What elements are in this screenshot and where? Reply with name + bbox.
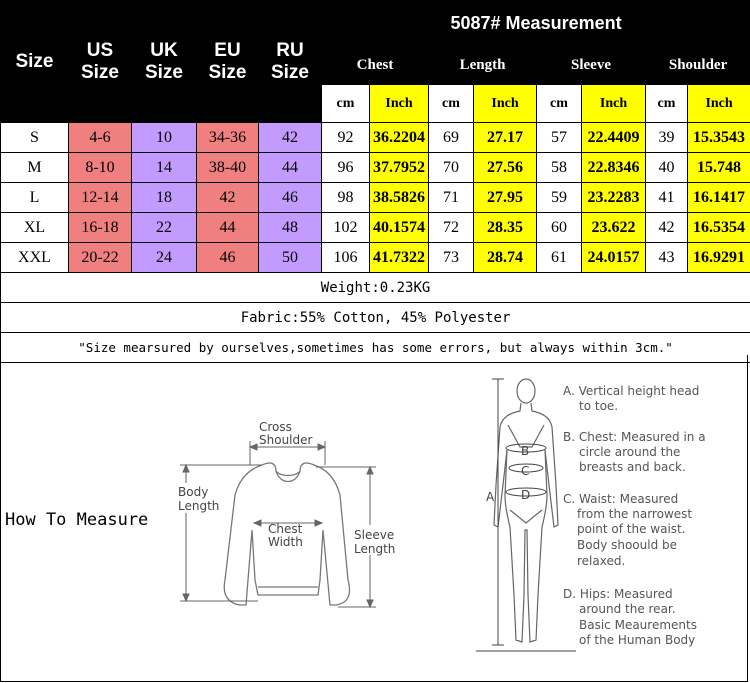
header-uk: UK Size — [132, 1, 197, 123]
body-notes — [563, 384, 706, 647]
table-row — [1, 153, 750, 183]
unit-cm: cm — [646, 85, 688, 123]
cell-uk: 18 — [132, 183, 197, 213]
cell-eu: 44 — [197, 213, 259, 243]
cell-sleeve-cm: 60 — [537, 213, 582, 243]
measurement-note: "Size mearsured by ourselves,sometimes has some errors, but always within 3cm." — [1, 333, 750, 363]
sleeve-length-label-2: Length — [354, 542, 396, 556]
cell-size: XXL — [1, 243, 69, 273]
table-row — [1, 213, 750, 243]
cell-chest-cm: 102 — [322, 213, 370, 243]
cell-chest-in: 37.7952 — [370, 153, 429, 183]
cell-sleeve-in: 22.4409 — [582, 123, 646, 153]
svg-text:point of the waist.: point of the waist. — [577, 522, 686, 536]
cell-ru: 48 — [259, 213, 322, 243]
cell-length-in: 28.35 — [474, 213, 537, 243]
svg-text:Body shoould be: Body shoould be — [577, 538, 678, 552]
cell-sleeve-cm: 58 — [537, 153, 582, 183]
cell-uk: 14 — [132, 153, 197, 183]
body-measure-lines — [476, 379, 576, 651]
cell-length-cm: 70 — [429, 153, 474, 183]
cell-eu: 38-40 — [197, 153, 259, 183]
body-length-label-1: Body — [178, 485, 209, 499]
body-figure — [494, 379, 558, 642]
cross-shoulder-label-1: Cross — [259, 420, 292, 434]
cell-shoulder-cm: 41 — [646, 183, 688, 213]
cell-sleeve-in: 22.8346 — [582, 153, 646, 183]
svg-text:circle around the: circle around the — [579, 445, 681, 459]
cell-length-cm: 71 — [429, 183, 474, 213]
cell-chest-in: 38.5826 — [370, 183, 429, 213]
header-sleeve: Sleeve — [537, 47, 646, 85]
cell-chest-in: 40.1574 — [370, 213, 429, 243]
svg-text:breasts and back.: breasts and back. — [579, 460, 686, 474]
header-eu: EU Size — [197, 1, 259, 123]
cell-sleeve-in: 23.622 — [582, 213, 646, 243]
header-shoulder: Shoulder — [646, 47, 750, 85]
cell-shoulder-in: 16.1417 — [688, 183, 750, 213]
cell-sleeve-cm: 61 — [537, 243, 582, 273]
header-length: Length — [429, 47, 537, 85]
cell-uk: 22 — [132, 213, 197, 243]
chest-width-label-1: Chest — [268, 522, 303, 536]
cell-us: 20-22 — [69, 243, 132, 273]
cell-chest-cm: 96 — [322, 153, 370, 183]
table-row — [1, 243, 750, 273]
cell-chest-in: 41.7322 — [370, 243, 429, 273]
cell-us: 16-18 — [69, 213, 132, 243]
cell-shoulder-in: 15.3543 — [688, 123, 750, 153]
body-letter-a: A — [486, 490, 495, 504]
cell-size: M — [1, 153, 69, 183]
cell-us: 12-14 — [69, 183, 132, 213]
unit-inch: Inch — [370, 85, 429, 123]
unit-inch: Inch — [474, 85, 537, 123]
cell-chest-cm: 106 — [322, 243, 370, 273]
cell-size: S — [1, 123, 69, 153]
unit-cm: cm — [429, 85, 474, 123]
body-length-label-2: Length — [178, 499, 220, 513]
how-to-measure-label: How To Measure — [5, 510, 149, 530]
cell-ru: 42 — [259, 123, 322, 153]
cell-shoulder-cm: 40 — [646, 153, 688, 183]
cell-length-cm: 69 — [429, 123, 474, 153]
header-us: US Size — [69, 1, 132, 123]
cell-length-cm: 72 — [429, 213, 474, 243]
svg-text:A. Vertical height head: A. Vertical height head — [563, 384, 700, 398]
svg-text:C. Waist: Measured: C. Waist: Measured — [563, 492, 679, 506]
cell-uk: 10 — [132, 123, 197, 153]
cell-ru: 46 — [259, 183, 322, 213]
svg-text:around the rear.: around the rear. — [579, 602, 676, 616]
cell-sleeve-cm: 59 — [537, 183, 582, 213]
chest-width-label-2: Width — [268, 535, 303, 549]
svg-text:D. Hips: Measured: D. Hips: Measured — [563, 587, 673, 601]
cell-length-in: 27.95 — [474, 183, 537, 213]
header-ru: RU Size — [259, 1, 322, 123]
svg-text:from the narrowest: from the narrowest — [577, 507, 693, 521]
svg-text:relaxed.: relaxed. — [577, 554, 626, 568]
cell-chest-cm: 92 — [322, 123, 370, 153]
weight-row: Weight:0.23KG — [1, 273, 750, 303]
cell-length-in: 27.17 — [474, 123, 537, 153]
cell-eu: 42 — [197, 183, 259, 213]
header-size: Size — [1, 1, 69, 123]
cell-eu: 34-36 — [197, 123, 259, 153]
cell-eu: 46 — [197, 243, 259, 273]
fabric-row: Fabric:55% Cotton, 45% Polyester — [1, 303, 750, 333]
cell-chest-cm: 98 — [322, 183, 370, 213]
body-letter-b: B — [521, 444, 530, 458]
cell-sleeve-in: 23.2283 — [582, 183, 646, 213]
cell-length-in: 27.56 — [474, 153, 537, 183]
cell-chest-in: 36.2204 — [370, 123, 429, 153]
table-title: 5087# Measurement — [322, 1, 750, 47]
cell-ru: 50 — [259, 243, 322, 273]
cell-size: L — [1, 183, 69, 213]
unit-cm: cm — [537, 85, 582, 123]
cell-shoulder-cm: 39 — [646, 123, 688, 153]
cell-ru: 44 — [259, 153, 322, 183]
unit-inch: Inch — [688, 85, 750, 123]
svg-text:to toe.: to toe. — [579, 399, 619, 413]
cell-shoulder-cm: 42 — [646, 213, 688, 243]
svg-text:Basic Meaurements: Basic Meaurements — [579, 618, 697, 632]
cell-uk: 24 — [132, 243, 197, 273]
cell-size: XL — [1, 213, 69, 243]
cell-sleeve-cm: 57 — [537, 123, 582, 153]
unit-cm: cm — [322, 85, 370, 123]
table-row — [1, 123, 750, 153]
cell-us: 8-10 — [69, 153, 132, 183]
measure-diagrams — [0, 355, 750, 682]
cell-length-cm: 73 — [429, 243, 474, 273]
cell-shoulder-in: 16.9291 — [688, 243, 750, 273]
cell-sleeve-in: 24.0157 — [582, 243, 646, 273]
sleeve-length-label-1: Sleeve — [354, 528, 395, 542]
svg-text:B. Chest: Measured in a: B. Chest: Measured in a — [563, 430, 706, 444]
svg-text:of the Human Body: of the Human Body — [579, 633, 696, 647]
cell-shoulder-in: 15.748 — [688, 153, 750, 183]
body-letter-c: C — [521, 464, 530, 478]
cell-shoulder-cm: 43 — [646, 243, 688, 273]
cell-length-in: 28.74 — [474, 243, 537, 273]
header-chest: Chest — [322, 47, 429, 85]
cell-shoulder-in: 16.5354 — [688, 213, 750, 243]
unit-inch: Inch — [582, 85, 646, 123]
table-row — [1, 183, 750, 213]
cell-us: 4-6 — [69, 123, 132, 153]
cross-shoulder-label-2: Shoulder — [259, 433, 313, 447]
body-letter-d: D — [521, 488, 531, 502]
